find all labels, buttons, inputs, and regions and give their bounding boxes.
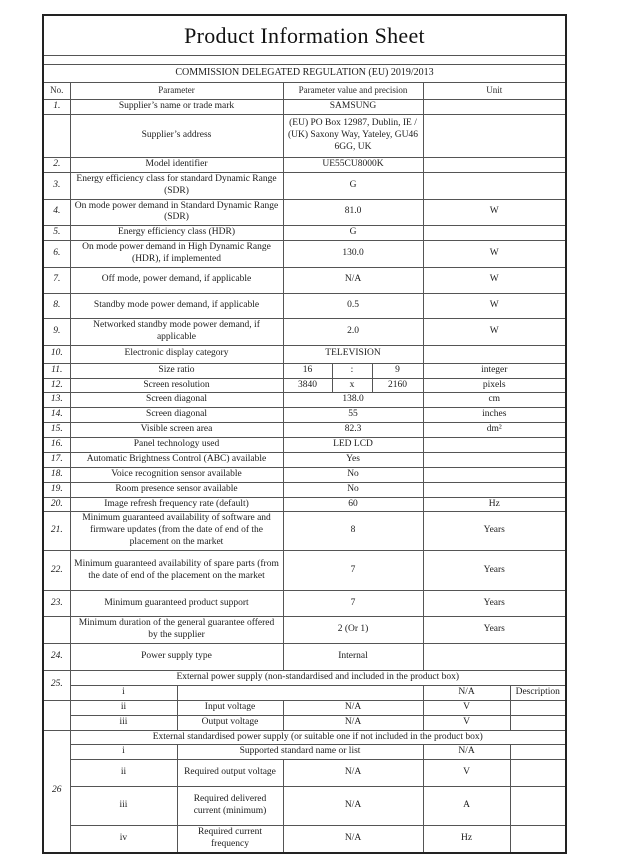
cell-value: 130.0: [283, 241, 423, 268]
cell-parameter: Minimum duration of the general guarantee offered by the supplier: [70, 617, 283, 644]
cell-extra: [510, 745, 566, 760]
row-networked-standby: [43, 318, 566, 345]
cell-no: 24.: [43, 644, 70, 671]
cell-no: 16.: [43, 438, 70, 453]
regulation-row: [43, 65, 566, 83]
cell-parameter: Required output voltage: [177, 760, 283, 787]
cell-parameter: Automatic Brightness Control (ABC) available: [70, 452, 283, 467]
cell-value: N/A: [283, 700, 423, 715]
cell-value-2: 2160: [372, 378, 423, 393]
row-supplier-address: [43, 114, 566, 157]
col-header-value: Parameter value and precision: [283, 83, 423, 100]
cell-unit: N/A: [423, 745, 510, 760]
cell-extra: [510, 715, 566, 730]
cell-no: 7.: [43, 267, 70, 293]
cell-parameter: Power supply type: [70, 644, 283, 671]
row-eec-hdr: [43, 226, 566, 241]
cell-sub-number: ii: [70, 700, 177, 715]
cell-parameter: On mode power demand in Standard Dynamic Range (SDR): [70, 199, 283, 226]
cell-unit: W: [423, 267, 566, 293]
col-header-parameter: Parameter: [70, 83, 283, 100]
cell-parameter: Output voltage: [177, 715, 283, 730]
cell-no: 4.: [43, 199, 70, 226]
cell-value: LED LCD: [283, 438, 423, 453]
cell-parameter: Visible screen area: [70, 423, 283, 438]
cell-merged-parameter-value: [177, 685, 423, 700]
cell-unit: [423, 114, 566, 157]
cell-value: (EU) PO Box 12987, Dublin, IE / (UK) Saxony Way, Yateley, GU46 6GG, UK: [283, 114, 423, 157]
cell-parameter: Room presence sensor available: [70, 482, 283, 497]
row-abc-available: [43, 452, 566, 467]
cell-parameter: Required current frequency: [177, 826, 283, 853]
cell-unit: N/A: [423, 685, 510, 700]
cell-unit: W: [423, 241, 566, 268]
row-25-iii: [43, 715, 566, 730]
title-row: [43, 15, 566, 56]
row-26-iv: [43, 826, 566, 853]
cell-value: 60: [283, 497, 423, 512]
cell-extra: [510, 700, 566, 715]
cell-parameter: Standby mode power demand, if applicable: [70, 293, 283, 318]
cell-unit: [423, 644, 566, 671]
cell-parameter: Screen diagonal: [70, 393, 283, 408]
row-supplier-name: [43, 100, 566, 115]
cell-value-separator: :: [332, 363, 372, 378]
section-25-header: External power supply (non-standardised and included in the product box): [70, 671, 566, 686]
cell-no: 14.: [43, 408, 70, 423]
row-screen-diagonal-cm: [43, 393, 566, 408]
row-26-iii: [43, 787, 566, 826]
cell-unit: Years: [423, 512, 566, 551]
cell-no: 19.: [43, 482, 70, 497]
cell-sub-number: iv: [70, 826, 177, 853]
cell-no: 13.: [43, 393, 70, 408]
cell-parameter: Voice recognition sensor available: [70, 467, 283, 482]
spacer-cell: [43, 56, 566, 65]
cell-extra: [510, 787, 566, 826]
cell-merged-parameter-value: Supported standard name or list: [177, 745, 423, 760]
cell-no: [43, 700, 70, 730]
cell-unit: Hz: [423, 826, 510, 853]
row-general-guarantee: [43, 617, 566, 644]
column-header-row: [43, 83, 566, 100]
cell-value-separator: x: [332, 378, 372, 393]
cell-value: Internal: [283, 644, 423, 671]
cell-parameter: Size ratio: [70, 363, 283, 378]
cell-value: 138.0: [283, 393, 423, 408]
cell-unit: [423, 226, 566, 241]
cell-extra: [510, 760, 566, 787]
cell-value-2: 9: [372, 363, 423, 378]
section-26-header: External standardised power supply (or suitable one if not included in the product box): [70, 730, 566, 745]
cell-unit: pixels: [423, 378, 566, 393]
row-26-ii: [43, 760, 566, 787]
cell-value: N/A: [283, 715, 423, 730]
col-header-unit: Unit: [423, 83, 566, 100]
cell-value: N/A: [283, 826, 423, 853]
cell-sub-number: i: [70, 745, 177, 760]
cell-sub-number: iii: [70, 787, 177, 826]
cell-unit: [423, 452, 566, 467]
row-26-i: [43, 745, 566, 760]
cell-value: N/A: [283, 787, 423, 826]
cell-unit: V: [423, 700, 510, 715]
cell-value: No: [283, 467, 423, 482]
cell-no: 21.: [43, 512, 70, 551]
cell-parameter: Required delivered current (minimum): [177, 787, 283, 826]
cell-value: G: [283, 226, 423, 241]
row-screen-diagonal-inches: [43, 408, 566, 423]
col-header-no: No.: [43, 83, 70, 100]
cell-sub-number: i: [70, 685, 177, 700]
cell-unit: A: [423, 787, 510, 826]
cell-unit: [423, 438, 566, 453]
cell-parameter: On mode power demand in High Dynamic Range (HDR), if implemented: [70, 241, 283, 268]
cell-no: [43, 114, 70, 157]
cell-value: G: [283, 172, 423, 199]
cell-parameter: Panel technology used: [70, 438, 283, 453]
cell-unit: W: [423, 318, 566, 345]
row-on-mode-hdr: [43, 241, 566, 268]
cell-unit: cm: [423, 393, 566, 408]
cell-value: 0.5: [283, 293, 423, 318]
cell-no: 6.: [43, 241, 70, 268]
cell-parameter: Supplier’s name or trade mark: [70, 100, 283, 115]
cell-parameter: Energy efficiency class (HDR): [70, 226, 283, 241]
cell-value: No: [283, 482, 423, 497]
cell-no: 8.: [43, 293, 70, 318]
cell-sub-number: ii: [70, 760, 177, 787]
regulation-subtitle: COMMISSION DELEGATED REGULATION (EU) 2019/2013: [43, 65, 566, 83]
cell-value: 2.0: [283, 318, 423, 345]
cell-value: 8: [283, 512, 423, 551]
row-size-ratio: [43, 363, 566, 378]
cell-parameter: Minimum guaranteed product support: [70, 591, 283, 617]
cell-no: 20.: [43, 497, 70, 512]
cell-unit: V: [423, 715, 510, 730]
row-software-updates: [43, 512, 566, 551]
cell-value: 81.0: [283, 199, 423, 226]
row-25-i: [43, 685, 566, 700]
row-off-mode: [43, 267, 566, 293]
cell-parameter: Input voltage: [177, 700, 283, 715]
cell-no: 25.: [43, 671, 70, 701]
product-information-table: [42, 14, 567, 854]
cell-no: 23.: [43, 591, 70, 617]
cell-parameter: Image refresh frequency rate (default): [70, 497, 283, 512]
cell-no: 1.: [43, 100, 70, 115]
row-panel-technology: [43, 438, 566, 453]
cell-value: N/A: [283, 267, 423, 293]
cell-parameter: Minimum guaranteed availability of software and firmware updates (from the date of end of the placement on the market: [70, 512, 283, 551]
cell-no: 2.: [43, 157, 70, 172]
cell-parameter: Screen resolution: [70, 378, 283, 393]
cell-unit: [423, 157, 566, 172]
row-25-section-header: [43, 671, 566, 686]
page-title: Product Information Sheet: [43, 15, 566, 56]
cell-no: 15.: [43, 423, 70, 438]
cell-no: 22.: [43, 551, 70, 591]
row-visible-screen-area: [43, 423, 566, 438]
cell-unit: [423, 467, 566, 482]
cell-extra: Description: [510, 685, 566, 700]
cell-unit: [423, 345, 566, 363]
cell-value: SAMSUNG: [283, 100, 423, 115]
row-voice-sensor: [43, 467, 566, 482]
row-spare-parts: [43, 551, 566, 591]
row-26-section-header: [43, 730, 566, 745]
cell-value-1: 3840: [283, 378, 332, 393]
cell-parameter: Model identifier: [70, 157, 283, 172]
row-eec-sdr: [43, 172, 566, 199]
cell-unit: integer: [423, 363, 566, 378]
cell-value: 7: [283, 591, 423, 617]
cell-no: 11.: [43, 363, 70, 378]
cell-extra: [510, 826, 566, 853]
cell-no: 10.: [43, 345, 70, 363]
row-presence-sensor: [43, 482, 566, 497]
row-25-ii: [43, 700, 566, 715]
cell-value-1: 16: [283, 363, 332, 378]
cell-unit: [423, 482, 566, 497]
row-screen-resolution: [43, 378, 566, 393]
cell-unit: Years: [423, 617, 566, 644]
cell-no: 3.: [43, 172, 70, 199]
cell-parameter: Screen diagonal: [70, 408, 283, 423]
cell-value: 7: [283, 551, 423, 591]
cell-no: 18.: [43, 467, 70, 482]
cell-unit: Hz: [423, 497, 566, 512]
cell-unit: Years: [423, 551, 566, 591]
cell-value: Yes: [283, 452, 423, 467]
cell-unit: [423, 100, 566, 115]
cell-no: 5.: [43, 226, 70, 241]
row-product-support: [43, 591, 566, 617]
row-model-identifier: [43, 157, 566, 172]
cell-parameter: Electronic display category: [70, 345, 283, 363]
cell-value: UE55CU8000K: [283, 157, 423, 172]
cell-value: N/A: [283, 760, 423, 787]
cell-unit: V: [423, 760, 510, 787]
row-display-category: [43, 345, 566, 363]
cell-unit: Years: [423, 591, 566, 617]
cell-no: 17.: [43, 452, 70, 467]
cell-no: 9.: [43, 318, 70, 345]
cell-no: [43, 617, 70, 644]
cell-parameter: Networked standby mode power demand, if applicable: [70, 318, 283, 345]
cell-unit: [423, 172, 566, 199]
row-power-supply-type: [43, 644, 566, 671]
cell-unit: inches: [423, 408, 566, 423]
cell-value: 2 (Or 1): [283, 617, 423, 644]
row-on-mode-sdr: [43, 199, 566, 226]
cell-value: 82.3: [283, 423, 423, 438]
cell-unit: dm²: [423, 423, 566, 438]
spacer-row: [43, 56, 566, 65]
cell-no: 12.: [43, 378, 70, 393]
cell-parameter: Supplier’s address: [70, 114, 283, 157]
cell-unit: W: [423, 293, 566, 318]
cell-parameter: Off mode, power demand, if applicable: [70, 267, 283, 293]
cell-no: 26: [43, 730, 70, 853]
row-standby: [43, 293, 566, 318]
cell-value: TELEVISION: [283, 345, 423, 363]
cell-parameter: Minimum guaranteed availability of spare parts (from the date of end of the placement on the market: [70, 551, 283, 591]
row-refresh-rate: [43, 497, 566, 512]
cell-sub-number: iii: [70, 715, 177, 730]
cell-value: 55: [283, 408, 423, 423]
cell-parameter: Energy efficiency class for standard Dynamic Range (SDR): [70, 172, 283, 199]
cell-unit: W: [423, 199, 566, 226]
